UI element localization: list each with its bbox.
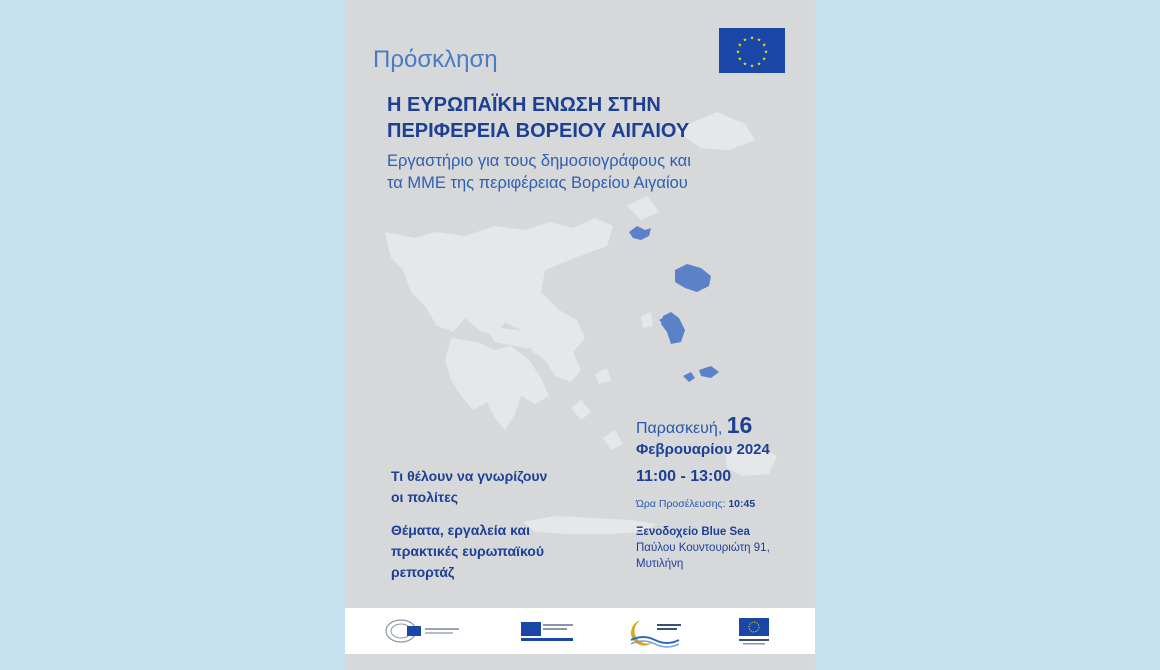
event-month-year: Φεβρουαρίου 2024 xyxy=(636,441,770,458)
event-day: 16 xyxy=(726,412,753,438)
topics-list xyxy=(371,466,601,595)
svg-text:★: ★ xyxy=(742,37,748,44)
svg-text:★: ★ xyxy=(756,37,762,44)
svg-text:★: ★ xyxy=(735,49,741,56)
svg-text:★: ★ xyxy=(737,56,743,63)
poster-title xyxy=(387,92,787,144)
topic-line: Τι θέλουν να γνωρίζουν xyxy=(391,468,548,484)
topic-line: Θέματα, εργαλεία και xyxy=(391,522,530,538)
european-commission-logo xyxy=(519,616,579,646)
event-details xyxy=(636,412,811,572)
poster-subtitle xyxy=(387,150,797,194)
arrival-label: Ώρα Προσέλευσης: xyxy=(636,498,726,510)
list-item xyxy=(371,520,601,583)
list-item xyxy=(371,466,601,508)
svg-text:★: ★ xyxy=(749,63,755,70)
arrival-time xyxy=(636,498,811,510)
poster-title-line: Η ΕΥΡΩΠΑΪΚΗ ΕΝΩΣΗ ΣΤΗΝ xyxy=(387,94,661,116)
eu-flag-icon xyxy=(719,28,785,73)
european-parliament-logo xyxy=(385,616,463,646)
poster-subtitle-line: Εργαστήριο για τους δημοσιογράφους και xyxy=(387,152,691,170)
partner-logos-bar xyxy=(345,608,815,654)
topic-line: πρακτικές ευρωπαϊκού xyxy=(391,543,544,559)
poster-title-line: ΠΕΡΙΦΕΡΕΙΑ ΒΟΡΕΙΟΥ ΑΙΓΑΙΟΥ xyxy=(387,120,690,142)
north-aegean-region-logo xyxy=(627,616,687,646)
poster-subtitle-line: τα ΜΜΕ της περιφέρειας Βορείου Αιγαίου xyxy=(387,174,688,192)
venue-address: Παύλου Κουντουριώτη 91, xyxy=(636,542,770,554)
crescent-bullet-icon xyxy=(371,469,383,481)
event-time: 11:00 - 13:00 xyxy=(636,468,732,485)
venue-name: Ξενοδοχείο Blue Sea xyxy=(636,526,750,538)
arrival-value: 10:45 xyxy=(728,498,756,510)
invitation-label: Πρόσκληση xyxy=(373,46,498,73)
event-date xyxy=(636,412,811,439)
svg-text:★: ★ xyxy=(761,42,767,49)
crescent-bullet-icon xyxy=(371,523,383,535)
topic-line: ρεπορτάζ xyxy=(391,564,455,580)
svg-text:★: ★ xyxy=(756,61,762,68)
svg-text:★: ★ xyxy=(737,42,743,49)
topic-line: οι πολίτες xyxy=(391,489,459,505)
invitation-poster xyxy=(345,0,815,670)
svg-text:★: ★ xyxy=(742,61,748,68)
event-venue xyxy=(636,524,811,572)
svg-text:★: ★ xyxy=(763,49,769,56)
svg-text:★: ★ xyxy=(749,35,755,42)
venue-city: Μυτιλήνη xyxy=(636,558,684,570)
svg-text:★: ★ xyxy=(761,56,767,63)
event-weekday: Παρασκευή, xyxy=(636,420,723,437)
europe-direct-logo xyxy=(735,616,775,646)
